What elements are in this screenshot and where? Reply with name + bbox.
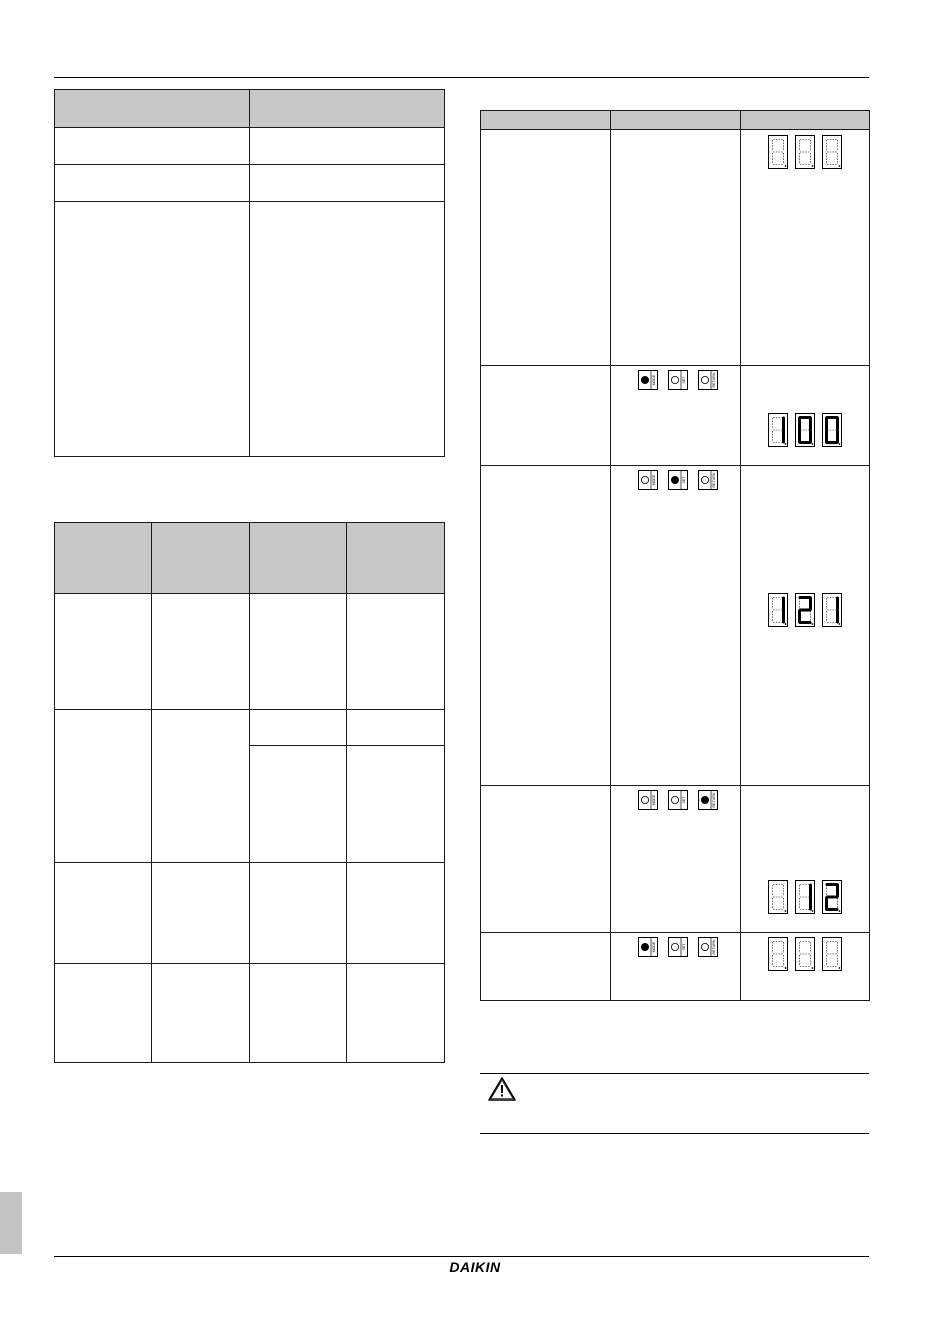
t3-buttons-cell bbox=[611, 466, 741, 786]
t2-cell bbox=[347, 863, 445, 964]
seven-seg-digit bbox=[822, 937, 842, 971]
seven-seg-digit bbox=[768, 880, 788, 914]
t2-cell bbox=[250, 594, 347, 710]
button-row bbox=[611, 786, 740, 810]
seven-seg-display bbox=[741, 466, 869, 627]
button-row bbox=[611, 933, 740, 957]
t1-cell bbox=[55, 202, 250, 457]
t2-header-col2 bbox=[152, 523, 250, 594]
t2-cell bbox=[152, 710, 250, 863]
t1-header-col1 bbox=[55, 90, 250, 128]
svg-text:RETURN: RETURN bbox=[711, 472, 716, 488]
t1-header-col2 bbox=[250, 90, 445, 128]
seven-seg-digit bbox=[822, 413, 842, 447]
push-button-led-icon bbox=[638, 937, 658, 957]
t3-step-cell bbox=[481, 466, 611, 786]
svg-text:MODE: MODE bbox=[651, 794, 656, 806]
t3-step-cell bbox=[481, 933, 611, 1001]
table-3-display bbox=[480, 110, 870, 1001]
warning-triangle-icon bbox=[487, 1076, 517, 1102]
svg-text:SET: SET bbox=[681, 376, 686, 384]
t3-buttons-cell bbox=[611, 130, 741, 366]
t2-header-col3 bbox=[250, 523, 347, 594]
t1-cell bbox=[250, 202, 445, 457]
table-1 bbox=[54, 89, 445, 457]
t3-header-col3 bbox=[741, 111, 870, 130]
t2-cell bbox=[347, 964, 445, 1063]
seven-seg-digit bbox=[795, 135, 815, 169]
t3-step-cell bbox=[481, 786, 611, 933]
t2-cell bbox=[347, 746, 445, 863]
push-button-led-icon bbox=[698, 370, 718, 390]
seven-seg-display bbox=[741, 933, 869, 971]
t2-cell bbox=[152, 863, 250, 964]
t3-step-cell bbox=[481, 130, 611, 366]
header-rule bbox=[54, 77, 869, 78]
t3-display-cell bbox=[741, 933, 870, 1001]
t3-display-cell bbox=[741, 130, 870, 366]
t3-header-col2 bbox=[611, 111, 741, 130]
t3-display-cell bbox=[741, 466, 870, 786]
t2-cell bbox=[250, 863, 347, 964]
t3-buttons-cell bbox=[611, 786, 741, 933]
t3-display-cell bbox=[741, 366, 870, 466]
t2-cell bbox=[55, 964, 152, 1063]
push-button-led-icon bbox=[638, 370, 658, 390]
push-button-led-icon bbox=[638, 790, 658, 810]
side-tab-marker bbox=[0, 1192, 22, 1254]
seven-seg-digit bbox=[768, 413, 788, 447]
push-button-led-icon bbox=[638, 470, 658, 490]
t2-cell bbox=[55, 863, 152, 964]
t2-header-col1 bbox=[55, 523, 152, 594]
seven-seg-digit bbox=[822, 135, 842, 169]
svg-text:RETURN: RETURN bbox=[711, 939, 716, 955]
svg-text:RETURN: RETURN bbox=[711, 372, 716, 388]
t2-cell bbox=[152, 964, 250, 1063]
t2-cell bbox=[347, 594, 445, 710]
t1-cell bbox=[55, 128, 250, 165]
seven-seg-display bbox=[741, 130, 869, 169]
push-button-led-icon bbox=[698, 790, 718, 810]
svg-text:MODE: MODE bbox=[651, 374, 656, 386]
push-button-led-icon bbox=[668, 937, 688, 957]
daikin-logo: DAIKIN bbox=[449, 1259, 501, 1275]
seven-seg-display bbox=[741, 786, 869, 914]
push-button-led-icon bbox=[668, 790, 688, 810]
svg-text:SET: SET bbox=[681, 796, 686, 804]
t2-cell bbox=[152, 594, 250, 710]
t2-cell bbox=[55, 710, 152, 863]
t3-step-cell bbox=[481, 366, 611, 466]
push-button-led-icon bbox=[698, 937, 718, 957]
t2-cell bbox=[250, 710, 347, 746]
seven-seg-digit bbox=[768, 593, 788, 627]
footer-rule bbox=[54, 1256, 869, 1257]
svg-text:RETURN: RETURN bbox=[711, 792, 716, 808]
svg-text:MODE: MODE bbox=[651, 941, 656, 953]
t3-buttons-cell bbox=[611, 366, 741, 466]
t3-display-cell bbox=[741, 786, 870, 933]
svg-text:SET: SET bbox=[681, 943, 686, 951]
svg-text:MODE: MODE bbox=[651, 474, 656, 486]
seven-seg-display bbox=[741, 366, 869, 447]
seven-seg-digit bbox=[795, 880, 815, 914]
t2-cell bbox=[250, 964, 347, 1063]
t1-cell bbox=[250, 128, 445, 165]
seven-seg-digit bbox=[768, 937, 788, 971]
t3-buttons-cell bbox=[611, 933, 741, 1001]
caution-top-rule bbox=[480, 1073, 869, 1074]
seven-seg-digit bbox=[822, 880, 842, 914]
table-2 bbox=[54, 522, 445, 1063]
caution-bottom-rule bbox=[480, 1133, 869, 1134]
t2-cell bbox=[55, 594, 152, 710]
seven-seg-digit bbox=[795, 937, 815, 971]
seven-seg-digit bbox=[795, 413, 815, 447]
t2-cell bbox=[250, 746, 347, 863]
t2-cell bbox=[347, 710, 445, 746]
button-row bbox=[611, 466, 740, 490]
button-row bbox=[611, 366, 740, 390]
svg-text:SET: SET bbox=[681, 476, 686, 484]
push-button-led-icon bbox=[668, 470, 688, 490]
seven-seg-digit bbox=[768, 135, 788, 169]
t1-cell bbox=[55, 165, 250, 202]
push-button-led-icon bbox=[698, 470, 718, 490]
t3-header-col1 bbox=[481, 111, 611, 130]
seven-seg-digit bbox=[795, 593, 815, 627]
t2-header-col4 bbox=[347, 523, 445, 594]
t1-cell bbox=[250, 165, 445, 202]
push-button-led-icon bbox=[668, 370, 688, 390]
seven-seg-digit bbox=[822, 593, 842, 627]
